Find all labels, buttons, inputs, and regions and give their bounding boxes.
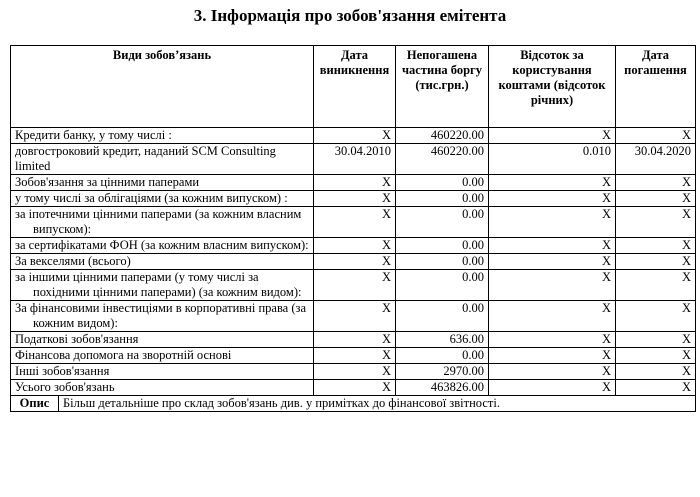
row-repay: X: [616, 348, 696, 364]
row-amount: 2970.00: [396, 364, 489, 380]
opis-table: [10, 395, 696, 412]
row-percent: X: [489, 238, 616, 254]
row-amount: 0.00: [396, 254, 489, 270]
row-date: X: [314, 238, 396, 254]
row-name: Інші зобов'язання: [11, 364, 314, 380]
row-date: X: [314, 191, 396, 207]
row-name: За векселями (всього): [11, 254, 314, 270]
row-amount: 0.00: [396, 207, 489, 238]
table-row: [11, 238, 696, 254]
row-amount: 463826.00: [396, 380, 489, 396]
row-date: X: [314, 380, 396, 396]
row-name: за іпотечними цінними паперами (за кожним власним випуском):: [15, 207, 302, 236]
header-unpaid: Непогашена частина боргу (тис.грн.): [396, 46, 489, 128]
row-repay: X: [616, 364, 696, 380]
obligations-table: [10, 45, 696, 396]
row-amount: 0.00: [396, 270, 489, 301]
row-percent: X: [489, 301, 616, 332]
row-date: X: [314, 270, 396, 301]
row-percent: X: [489, 128, 616, 144]
row-percent: X: [489, 254, 616, 270]
row-name: за іншими цінними паперами (у тому числі за похідними цінними паперами) (за кожним видом):: [15, 270, 302, 299]
row-date: X: [314, 207, 396, 238]
table-row: [11, 364, 696, 380]
row-date: X: [314, 332, 396, 348]
row-repay: X: [616, 332, 696, 348]
row-date: X: [314, 301, 396, 332]
table-row: [11, 380, 696, 396]
row-name: Кредити банку, у тому числі :: [11, 128, 314, 144]
row-amount: 460220.00: [396, 128, 489, 144]
header-row: [11, 46, 696, 128]
table-row: [11, 348, 696, 364]
row-name: Фінансова допомога на зворотній основі: [11, 348, 314, 364]
row-name: за сертифікатами ФОН (за кожним власним випуском):: [15, 238, 309, 252]
row-repay: X: [616, 128, 696, 144]
row-amount: 0.00: [396, 301, 489, 332]
table-row: [11, 207, 696, 238]
row-percent: 0.010: [489, 144, 616, 175]
table-row: [11, 301, 696, 332]
row-name: Усього зобов'язань: [11, 380, 314, 396]
row-amount: 0.00: [396, 175, 489, 191]
table-row: [11, 128, 696, 144]
row-repay: X: [616, 191, 696, 207]
page-title: 3. Інформація про зобов'язання емітента: [193, 6, 507, 25]
row-percent: X: [489, 270, 616, 301]
row-date: X: [314, 364, 396, 380]
row-repay: X: [616, 254, 696, 270]
row-repay: 30.04.2020: [616, 144, 696, 175]
row-repay: X: [616, 207, 696, 238]
header-date-origin: Дата виникнення: [314, 46, 396, 128]
row-name: у тому числі за облігаціями (за кожним випуском) :: [15, 191, 288, 205]
row-name: Зобов'язання за цінними паперами: [11, 175, 314, 191]
row-percent: X: [489, 175, 616, 191]
row-repay: X: [616, 175, 696, 191]
header-type: Види зобов’язань: [11, 46, 314, 128]
opis-row: [11, 396, 696, 412]
opis-label: Опис: [11, 396, 59, 412]
table-row: [11, 254, 696, 270]
table-row: [11, 144, 696, 175]
row-date: X: [314, 175, 396, 191]
row-amount: 0.00: [396, 191, 489, 207]
row-percent: X: [489, 348, 616, 364]
row-repay: X: [616, 238, 696, 254]
row-date: X: [314, 254, 396, 270]
row-amount: 0.00: [396, 238, 489, 254]
row-repay: X: [616, 270, 696, 301]
row-amount: 460220.00: [396, 144, 489, 175]
table-row: [11, 175, 696, 191]
header-percent: Відсоток за користування коштами (відсоток річних): [489, 46, 616, 128]
row-percent: X: [489, 332, 616, 348]
row-repay: X: [616, 301, 696, 332]
row-name: Податкові зобов'язання: [11, 332, 314, 348]
row-amount: 0.00: [396, 348, 489, 364]
table-row: [11, 191, 696, 207]
row-percent: X: [489, 191, 616, 207]
opis-text: Більш детальніше про склад зобов'язань див. у примітках до фінансової звітності.: [59, 396, 696, 412]
header-date-repay: Дата погашення: [616, 46, 696, 128]
table-row: [11, 332, 696, 348]
table-row: [11, 270, 696, 301]
row-percent: X: [489, 364, 616, 380]
row-amount: 636.00: [396, 332, 489, 348]
row-name: За фінансовими інвестиціями в корпоративні права (за кожним видом):: [15, 301, 307, 330]
row-name: довгостроковий кредит, наданий SCM Consulting limited: [11, 144, 314, 175]
row-date: 30.04.2010: [314, 144, 396, 175]
row-date: X: [314, 128, 396, 144]
row-date: X: [314, 348, 396, 364]
row-repay: X: [616, 380, 696, 396]
row-percent: X: [489, 380, 616, 396]
row-percent: X: [489, 207, 616, 238]
